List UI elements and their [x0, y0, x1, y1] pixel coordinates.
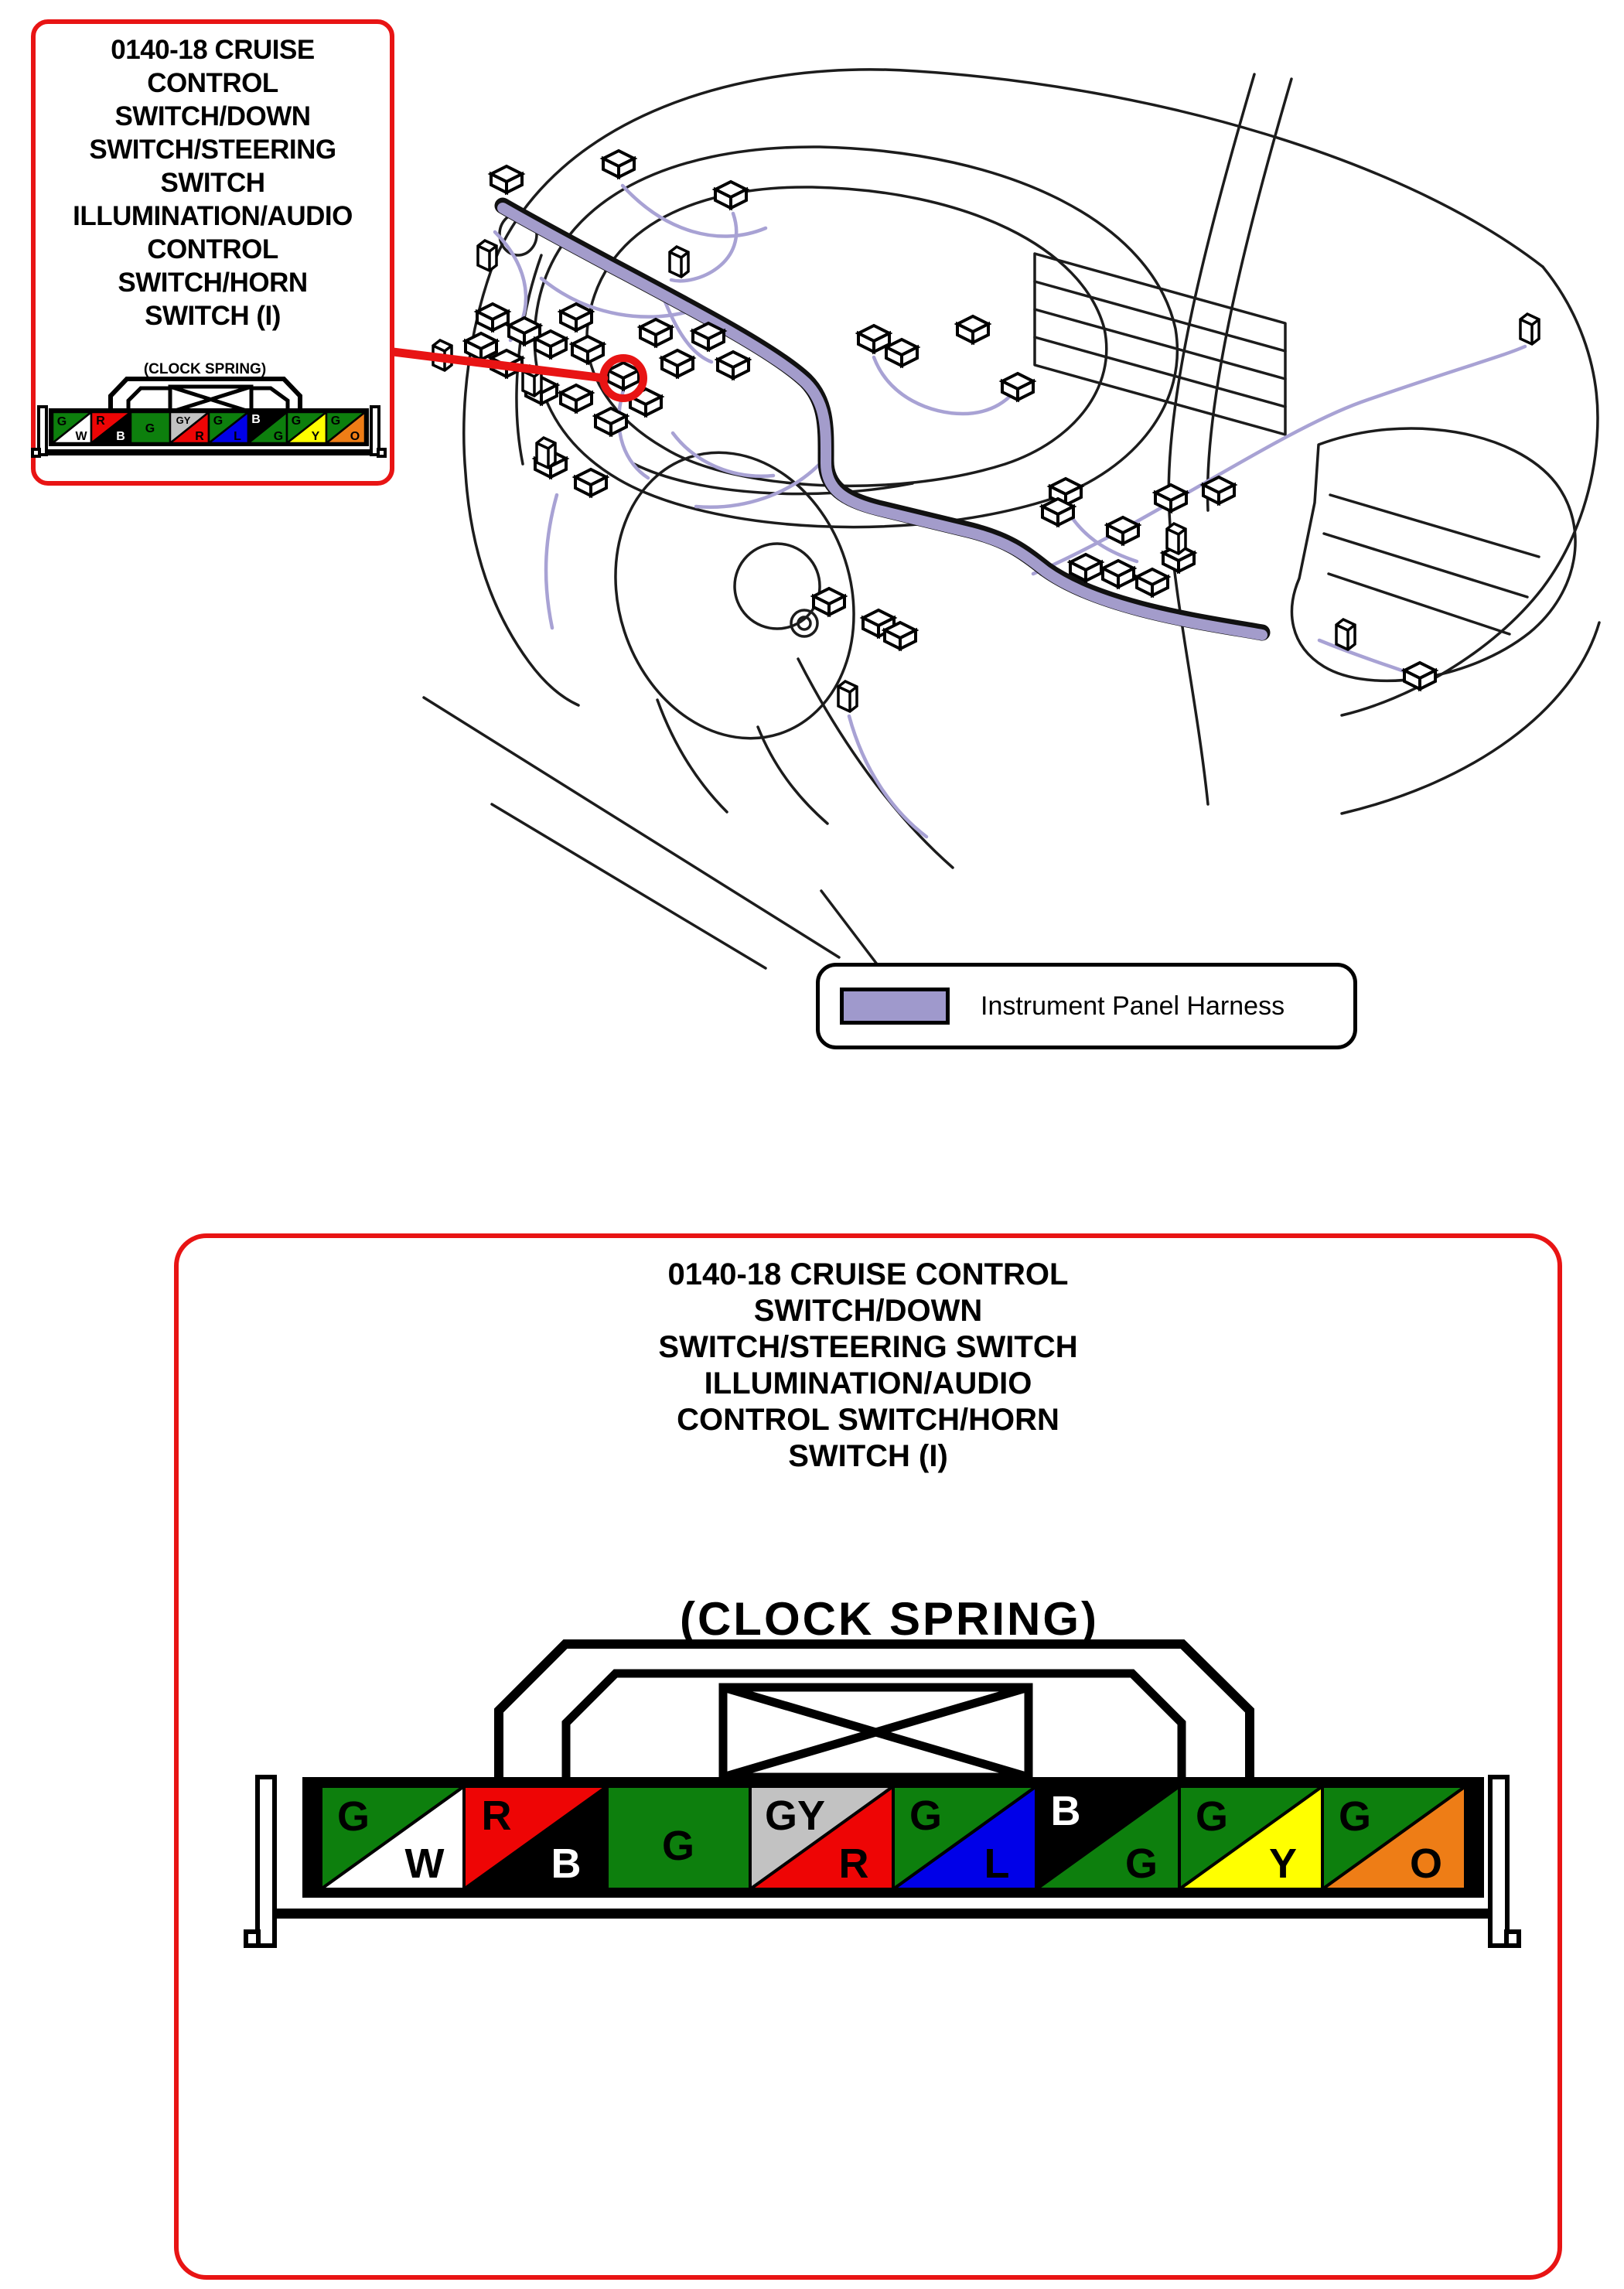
callout-title: [36, 33, 390, 333]
svg-text:GY: GY: [764, 1793, 826, 1839]
detail-title-line: ILLUMINATION/AUDIO: [704, 1366, 1032, 1400]
svg-text:G: G: [330, 414, 341, 428]
svg-text:B: B: [1050, 1788, 1081, 1834]
clock-spring-bracket: [499, 1644, 1250, 1777]
callout-title-line: SWITCH (I): [145, 301, 281, 331]
detail-title: [179, 1257, 1557, 1475]
svg-text:G: G: [56, 415, 67, 428]
svg-text:O: O: [1409, 1840, 1443, 1887]
svg-text:R: R: [195, 430, 204, 443]
callout-title-line: 0140-18 CRUISE: [111, 35, 315, 65]
svg-text:G: G: [213, 414, 223, 428]
detail-box: [174, 1233, 1562, 2280]
svg-text:Y: Y: [1268, 1840, 1298, 1887]
svg-text:G: G: [1124, 1840, 1158, 1887]
svg-text:R: R: [838, 1840, 869, 1887]
mini-connector-diagram: [23, 357, 387, 489]
svg-text:O: O: [350, 430, 360, 443]
detail-title-line: SWITCH (I): [788, 1439, 948, 1473]
svg-text:L: L: [234, 430, 241, 443]
svg-text:G: G: [1195, 1793, 1229, 1840]
clock-spring-label: (CLOCK SPRING): [680, 1593, 1099, 1645]
svg-text:G: G: [336, 1793, 370, 1840]
svg-text:GY: GY: [176, 414, 191, 426]
callout-title-line: ILLUMINATION/AUDIO: [73, 201, 353, 231]
svg-text:G: G: [1338, 1793, 1372, 1840]
legend-box: [816, 963, 1357, 1049]
harness-color-swatch: [840, 988, 950, 1025]
callout-title-line: CONTROL: [147, 234, 278, 264]
svg-text:W: W: [75, 430, 87, 443]
callout-title-line: SWITCH/STEERING: [89, 135, 336, 165]
detail-title-line: CONTROL SWITCH/HORN: [677, 1403, 1059, 1437]
mini-clock-spring-bracket: [111, 379, 300, 412]
callout-box: [31, 19, 394, 486]
detail-title-line: SWITCH/STEERING SWITCH: [658, 1330, 1078, 1364]
svg-text:G: G: [661, 1823, 695, 1869]
detail-title-line: SWITCH/DOWN: [753, 1294, 983, 1328]
callout-title-line: CONTROL: [147, 68, 278, 98]
svg-text:B: B: [251, 413, 261, 426]
svg-text:L: L: [984, 1840, 1010, 1887]
svg-text:G: G: [291, 414, 302, 428]
callout-title-line: SWITCH/HORN: [118, 268, 308, 298]
legend-label: Instrument Panel Harness: [981, 991, 1285, 1021]
svg-text:G: G: [909, 1793, 943, 1839]
svg-text:Y: Y: [311, 430, 320, 443]
svg-text:R: R: [96, 414, 105, 428]
svg-text:B: B: [551, 1840, 582, 1887]
svg-text:R: R: [481, 1793, 512, 1839]
svg-text:W: W: [404, 1840, 445, 1887]
detail-title-line: 0140-18 CRUISE CONTROL: [667, 1257, 1069, 1291]
mini-clock-spring-label: (CLOCK SPRING): [143, 361, 267, 377]
svg-text:G: G: [145, 422, 155, 435]
callout-title-line: SWITCH: [160, 168, 265, 198]
callout-title-line: SWITCH/DOWN: [114, 101, 311, 131]
dashboard-outline: [424, 70, 1599, 968]
connector-detail-diagram: [217, 1593, 1531, 1980]
svg-text:B: B: [116, 430, 125, 443]
svg-text:G: G: [273, 430, 284, 443]
